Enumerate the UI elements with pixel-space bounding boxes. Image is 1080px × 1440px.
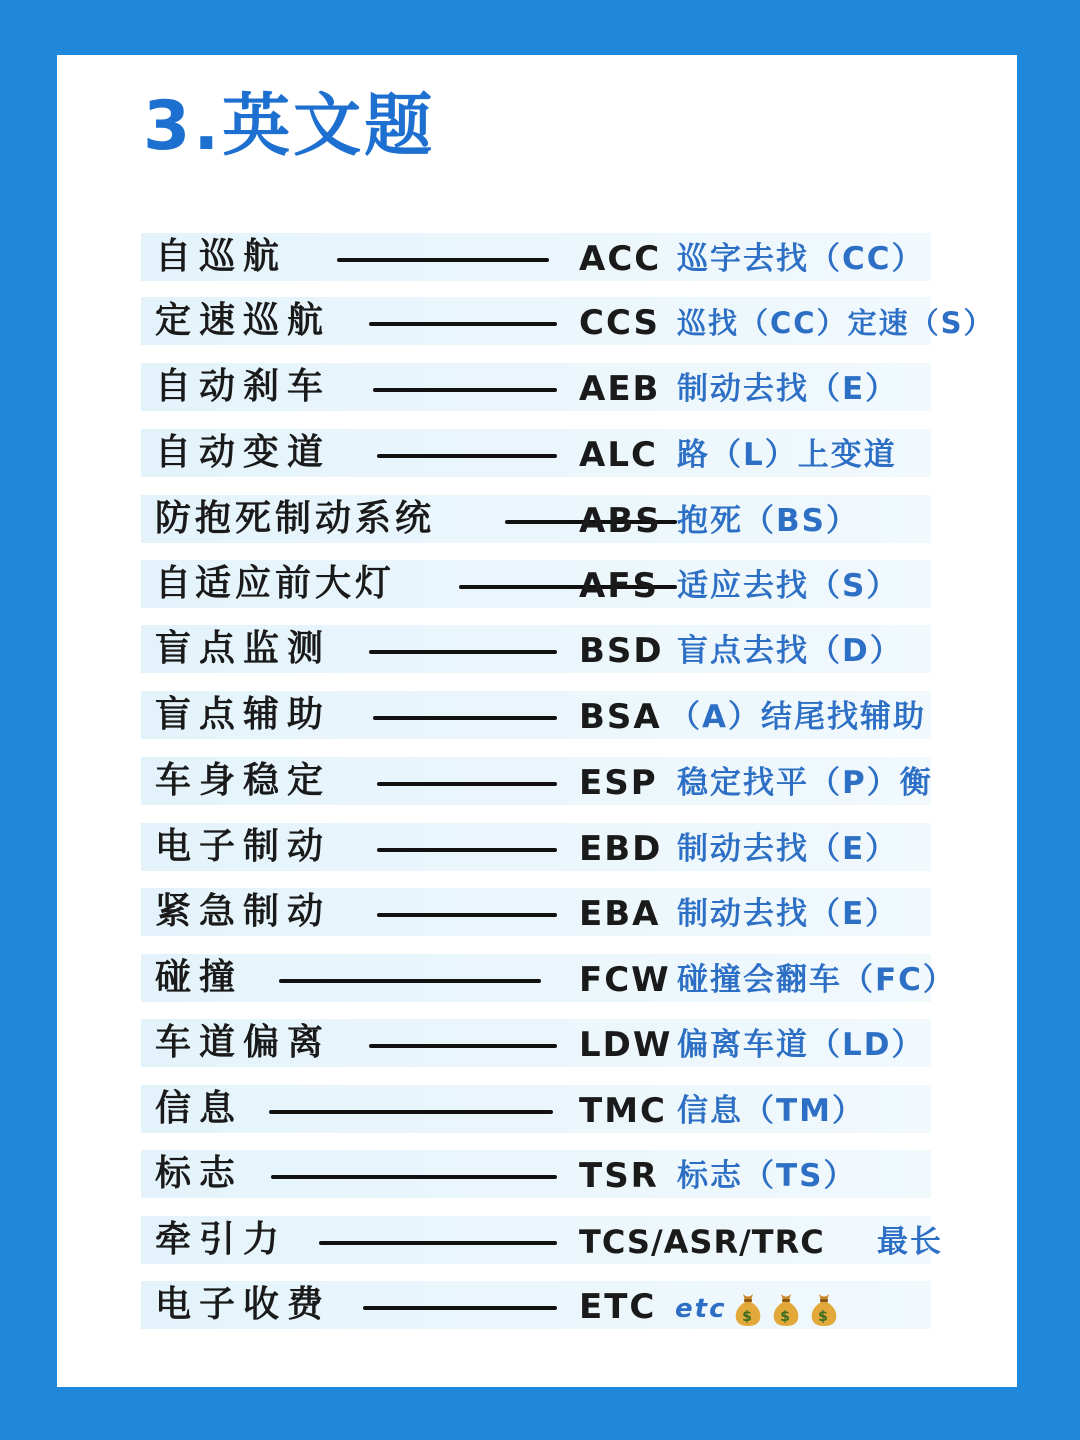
memory-hint (677, 829, 898, 869)
connector-line (373, 716, 557, 720)
connector-line (337, 258, 549, 262)
term-row (141, 954, 956, 1002)
chinese-term: 车身稳定 (155, 760, 332, 801)
chinese-term: 盲点监测 (155, 628, 332, 669)
memory-hint-text: 偏离车道（LD） (677, 1027, 925, 1063)
svg-text:$: $ (818, 1308, 831, 1325)
memory-hint-text: 制动去找（E） (677, 371, 899, 407)
connector-line (373, 388, 557, 392)
term-row (141, 233, 931, 281)
term-row (141, 625, 931, 673)
term-row (141, 560, 931, 608)
chinese-term: 电子制动 (155, 826, 332, 867)
memory-hint (677, 1091, 865, 1131)
connector-line (319, 1241, 557, 1245)
term-row (141, 1216, 943, 1264)
connector-line (377, 848, 557, 852)
memory-hint-text: 最长 (877, 1224, 943, 1260)
chinese-term: 盲点辅助 (155, 694, 332, 735)
abbreviation: ETC (579, 1287, 657, 1327)
abbreviation: ALC (579, 435, 658, 475)
memory-hint-text: 抱死（BS） (677, 503, 859, 539)
memory-hint (677, 239, 925, 279)
chinese-term: 信息 (155, 1088, 244, 1129)
chinese-term: 牵引力 (155, 1219, 288, 1260)
abbreviation: AEB (579, 369, 661, 409)
memory-hint (677, 763, 933, 803)
chinese-term: 自动刹车 (155, 366, 332, 407)
abbreviation: TMC (579, 1091, 667, 1131)
abbreviation: EBA (579, 894, 661, 934)
memory-hint (877, 1222, 943, 1262)
memory-hint-text: 适应去找（S） (677, 568, 900, 604)
connector-line (369, 1044, 557, 1048)
memory-hint-text: 盲点去找（D） (677, 633, 903, 669)
abbreviation: AFS (579, 566, 660, 606)
memory-hint (677, 1156, 856, 1196)
connector-line (369, 650, 557, 654)
memory-hint-text: 巡找（CC）定速（S） (677, 306, 995, 340)
memory-hint-text: 制动去找（E） (677, 831, 899, 867)
term-list (57, 55, 1017, 1387)
memory-hint (669, 697, 926, 737)
chinese-term: 车道偏离 (155, 1022, 332, 1063)
memory-hint-text: 稳定找平（P）衡 (677, 765, 933, 801)
term-row (141, 1150, 931, 1198)
memory-hint-text: 信息（TM） (677, 1093, 865, 1129)
memory-hint (677, 369, 898, 409)
abbreviation: LDW (579, 1025, 673, 1065)
term-row (141, 1085, 931, 1133)
term-row (141, 495, 931, 543)
abbreviation: BSA (579, 697, 662, 737)
abbreviation: ESP (579, 763, 658, 803)
memory-hint-text: 路（L）上变道 (677, 437, 897, 473)
chinese-term: 碰撞 (155, 957, 244, 998)
memory-hint (677, 960, 956, 1000)
abbreviation: FCW (579, 960, 671, 1000)
abbreviation: CCS (579, 303, 661, 343)
chinese-term: 防抱死制动系统 (155, 498, 436, 539)
connector-line (271, 1175, 557, 1179)
connector-line (363, 1306, 557, 1310)
connector-line (377, 913, 557, 917)
abbreviation: EBD (579, 829, 663, 869)
memory-hint (677, 435, 897, 475)
memory-hint-text: etc (675, 1294, 727, 1324)
term-row (141, 757, 931, 805)
memory-hint (677, 566, 899, 606)
memory-hint (677, 1025, 925, 1065)
svg-text:$: $ (780, 1308, 793, 1325)
chinese-term: 自动变道 (155, 432, 332, 473)
connector-line (369, 322, 557, 326)
connector-line (377, 782, 557, 786)
chinese-term: 电子收费 (155, 1284, 332, 1325)
term-row (141, 1019, 931, 1067)
abbreviation: BSD (579, 631, 664, 671)
term-row (141, 691, 931, 739)
abbreviation: ABS (579, 501, 662, 541)
money-bag-icon (732, 1291, 764, 1327)
memory-hint (677, 894, 898, 934)
memory-hint-text: 标志（TS） (677, 1158, 857, 1194)
memory-hint-text: 制动去找（E） (677, 896, 899, 932)
memory-hint (677, 303, 994, 343)
connector-line (377, 454, 557, 458)
chinese-term: 自适应前大灯 (155, 563, 396, 604)
term-row (141, 1281, 931, 1329)
term-row (141, 429, 931, 477)
chinese-term: 定速巡航 (155, 300, 332, 341)
abbreviation: ACC (579, 239, 662, 279)
term-row (141, 823, 931, 871)
abbreviation: TSR (579, 1156, 659, 1196)
memory-hint (677, 631, 903, 671)
term-row (141, 297, 995, 345)
term-row (141, 888, 931, 936)
money-bag-icon (770, 1291, 802, 1327)
term-row (141, 363, 931, 411)
memory-hint-text: 巡字去找（CC） (677, 241, 925, 277)
connector-line (279, 979, 541, 983)
memory-hint (675, 1287, 840, 1329)
connector-line (269, 1110, 553, 1114)
content-card (57, 55, 1017, 1387)
memory-hint (677, 501, 859, 541)
memory-hint-text: 碰撞会翻车（FC） (677, 962, 956, 998)
page-title: 3.英文题 (143, 87, 436, 166)
svg-text:$: $ (742, 1308, 755, 1325)
money-bag-icon (808, 1291, 840, 1327)
memory-hint-text: （A）结尾找辅助 (669, 699, 926, 735)
chinese-term: 紧急制动 (155, 891, 332, 932)
chinese-term: 自巡航 (155, 236, 288, 277)
abbreviation: TCS/ASR/TRC (579, 1223, 825, 1261)
chinese-term: 标志 (155, 1153, 244, 1194)
